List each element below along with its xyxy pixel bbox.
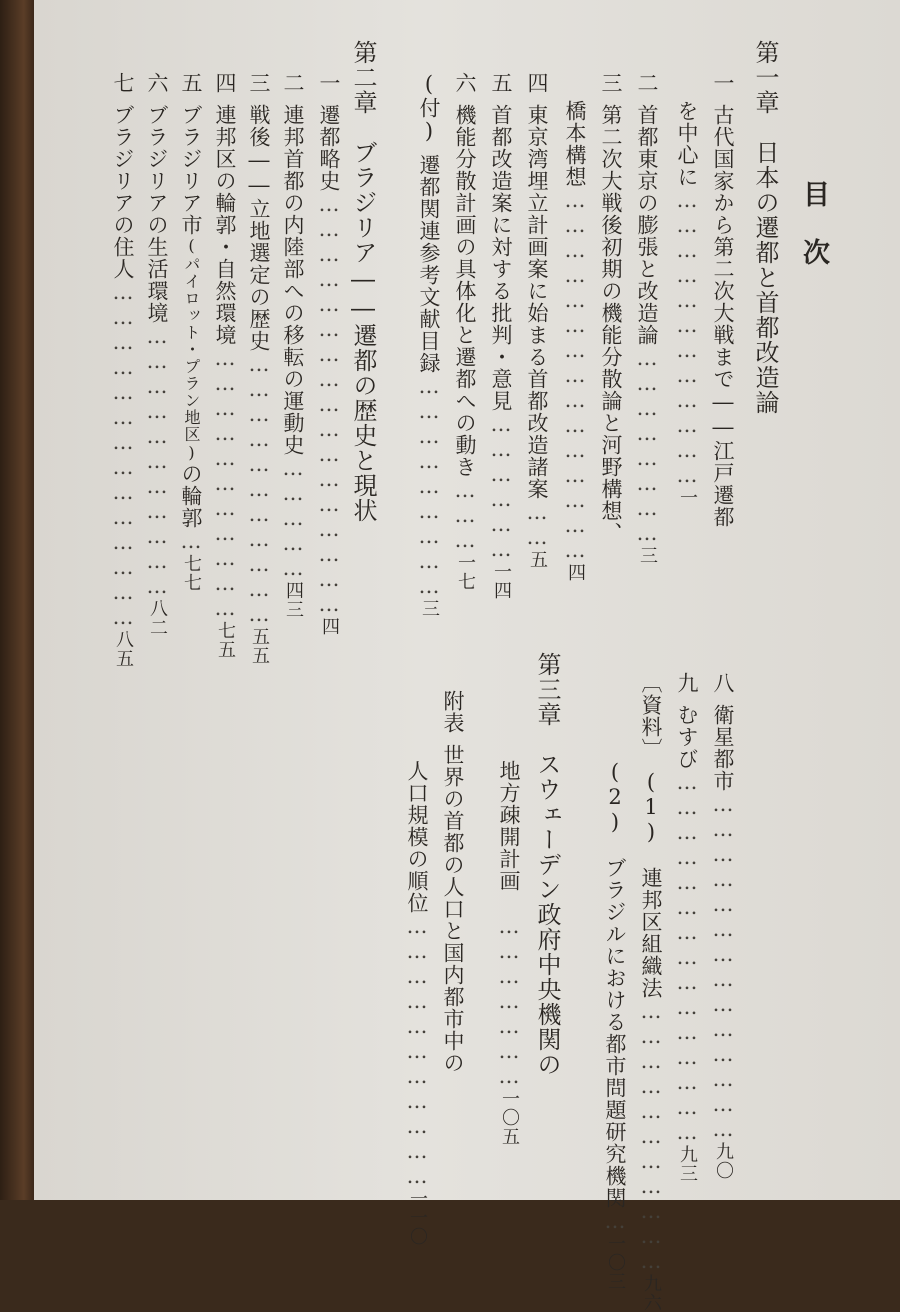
leader-dots: …………………… [635, 346, 659, 546]
page-number: 七五 [215, 621, 236, 659]
leader-dots: ……………………………………… [563, 188, 587, 563]
section-number: (付) [417, 72, 441, 144]
page-number: 九六 [641, 1274, 662, 1312]
book-page [34, 0, 900, 1312]
leader-dots: …………………………… [247, 352, 271, 627]
entry-title: 世界の首都の人口と国内都市中の [441, 744, 465, 1074]
entry-title: 地方疎開計画 [497, 760, 521, 892]
section-number: 四 [213, 72, 237, 94]
entry-title: 衛星都市 [711, 704, 735, 792]
entry-title: (1) 連邦区組織法 [639, 770, 663, 999]
toc-entry-ch1-title [752, 40, 778, 415]
page-number: 三 [637, 546, 658, 565]
leader-dots: …… [525, 500, 549, 550]
leader-dots: ……………… [489, 412, 513, 562]
page-title: 目 次 [798, 180, 829, 267]
toc-entry-s2-ref [638, 672, 664, 1312]
section-number: 四 [525, 72, 549, 94]
section-number: 二 [281, 72, 305, 94]
page-number: 三 [419, 599, 440, 618]
section-number: 六 [453, 72, 477, 94]
page-number: 八五 [113, 630, 134, 668]
toc-entry-s1-4 [524, 72, 550, 569]
leader-dots: …………… [281, 456, 305, 581]
entry-title: 戦後――立地選定の歴史 [247, 104, 271, 352]
toc-entry-s2-1 [316, 72, 342, 636]
section-number: 三 [599, 72, 623, 94]
page-number: 九〇 [713, 1142, 734, 1180]
leader-dots: …………………………………………… [317, 192, 341, 617]
page-number: 五五 [249, 627, 270, 665]
toc-entry-s2-4 [212, 72, 238, 659]
toc-entry-s1-6 [452, 72, 478, 591]
toc-entry-s2-5 [178, 72, 204, 592]
entry-title: むすび [675, 704, 699, 770]
entry-title: 遷都関連参考文献目録 [417, 154, 441, 374]
page-number: 四 [565, 563, 586, 582]
entry-title: 首都改造案に対する批判・意見 [489, 104, 513, 412]
toc-entry-s2-ref2 [602, 760, 628, 1291]
page-number: 一〇五 [499, 1089, 520, 1146]
section-number: 五 [489, 72, 513, 94]
leader-dots: ……………………………………… [675, 770, 699, 1145]
entry-title: 橋本構想 [563, 100, 587, 188]
entry-title: 東京湾埋立計画案に始まる首都改造諸案 [525, 104, 549, 500]
page-number: 四三 [283, 581, 304, 619]
section-number: 附表 [441, 690, 465, 734]
leader-dots: ……… [453, 478, 477, 553]
page-number: 一七 [455, 553, 476, 591]
entry-title: 第二章 ブラジリア――遷都の歴史と現状 [349, 40, 377, 523]
toc-entry-s1-2 [634, 72, 660, 565]
leader-dots: … [179, 529, 203, 554]
entry-title: 古代国家から第二次大戦まで――江戸遷都 [711, 104, 735, 528]
toc-entry-s1-1b [674, 100, 700, 507]
toc-entry-s2-7 [110, 72, 136, 668]
section-number: 九 [675, 672, 699, 694]
leader-dots: …………………………… [145, 324, 169, 599]
toc-entry-s2-6 [144, 72, 170, 637]
entry-title: 人口規模の順位 [405, 760, 429, 914]
entry-title: (2) ブラジルにおける都市問題研究機関 [603, 760, 627, 1209]
section-number: 六 [145, 72, 169, 94]
toc-entry-s2-8 [710, 672, 736, 1180]
entry-title: ブラジリアの住人 [111, 104, 135, 280]
section-number: 一 [317, 72, 341, 94]
toc-entry-app-a [440, 690, 466, 1074]
leader-dots: …………………………………… [111, 280, 135, 630]
leader-dots: … [603, 1209, 627, 1234]
toc-entry-s2-3 [246, 72, 272, 665]
page-number: 一一〇 [407, 1189, 428, 1246]
toc-entry-ch2-title [350, 40, 376, 523]
book-spine-edge [0, 0, 34, 1200]
entry-title: 首都東京の膨張と改造論 [635, 104, 659, 346]
page-number: 七七 [181, 554, 202, 592]
section-number: 〔資料〕 [639, 672, 663, 760]
toc-entry-s2-9 [674, 672, 700, 1183]
page-number: 五 [527, 550, 548, 569]
toc-entry-ch3-title [534, 652, 560, 1077]
section-number: 七 [111, 72, 135, 94]
section-number: 一 [711, 72, 735, 94]
leader-dots: …………………………… [639, 999, 663, 1274]
entry-title: 連邦区の輪郭・自然環境 [213, 104, 237, 346]
section-number: 二 [635, 72, 659, 94]
section-number: 五 [179, 72, 203, 94]
toc-entry-ch3-title2 [496, 760, 522, 1146]
toc-entry-s1-1a [710, 72, 736, 528]
toc-entry-s1-3a [598, 72, 624, 544]
entry-title: 機能分散計画の具体化と遷都への動き [453, 104, 477, 478]
toc-entry-s1-3b [562, 100, 588, 582]
entry-title: 遷都略史 [317, 104, 341, 192]
leader-dots: ………………… [497, 892, 521, 1089]
toc-entry-s2-2 [280, 72, 306, 619]
entry-title: 第一章 日本の遷都と首都改造論 [751, 40, 779, 415]
entry-subtitle: (パイロット・プラン地区) [182, 236, 201, 463]
page-number: 八二 [147, 599, 168, 637]
entry-title: 連邦首都の内陸部への移転の運動史 [281, 104, 305, 456]
page-number: 九三 [677, 1145, 698, 1183]
page-number: 一 [677, 488, 698, 507]
section-number: 八 [711, 672, 735, 694]
page-number: 四 [319, 617, 340, 636]
entry-title: 第二次大戦後初期の機能分散論と河野構想、 [599, 104, 623, 544]
page-number: 一〇三 [605, 1234, 626, 1291]
leader-dots: …………………………… [405, 914, 429, 1189]
leader-dots: …………………………………… [711, 792, 735, 1142]
entry-title-suffix: の輪郭 [179, 463, 203, 529]
entry-title: 第三章 スウェーデン政府中央機関の [533, 652, 561, 1077]
leader-dots: ……………………………… [675, 188, 699, 488]
toc-entry-app-b [404, 760, 430, 1246]
leader-dots: …………………………… [213, 346, 237, 621]
leader-dots: ……………………… [417, 374, 441, 599]
page-number: 一四 [491, 562, 512, 600]
section-number: 三 [247, 72, 271, 94]
entry-title: を中心に [675, 100, 699, 188]
entry-title: ブラジリアの生活環境 [145, 104, 169, 324]
toc-entry-s1-5 [488, 72, 514, 600]
entry-title: ブラジリア市 [179, 104, 203, 236]
toc-entry-s1-app [416, 72, 442, 618]
